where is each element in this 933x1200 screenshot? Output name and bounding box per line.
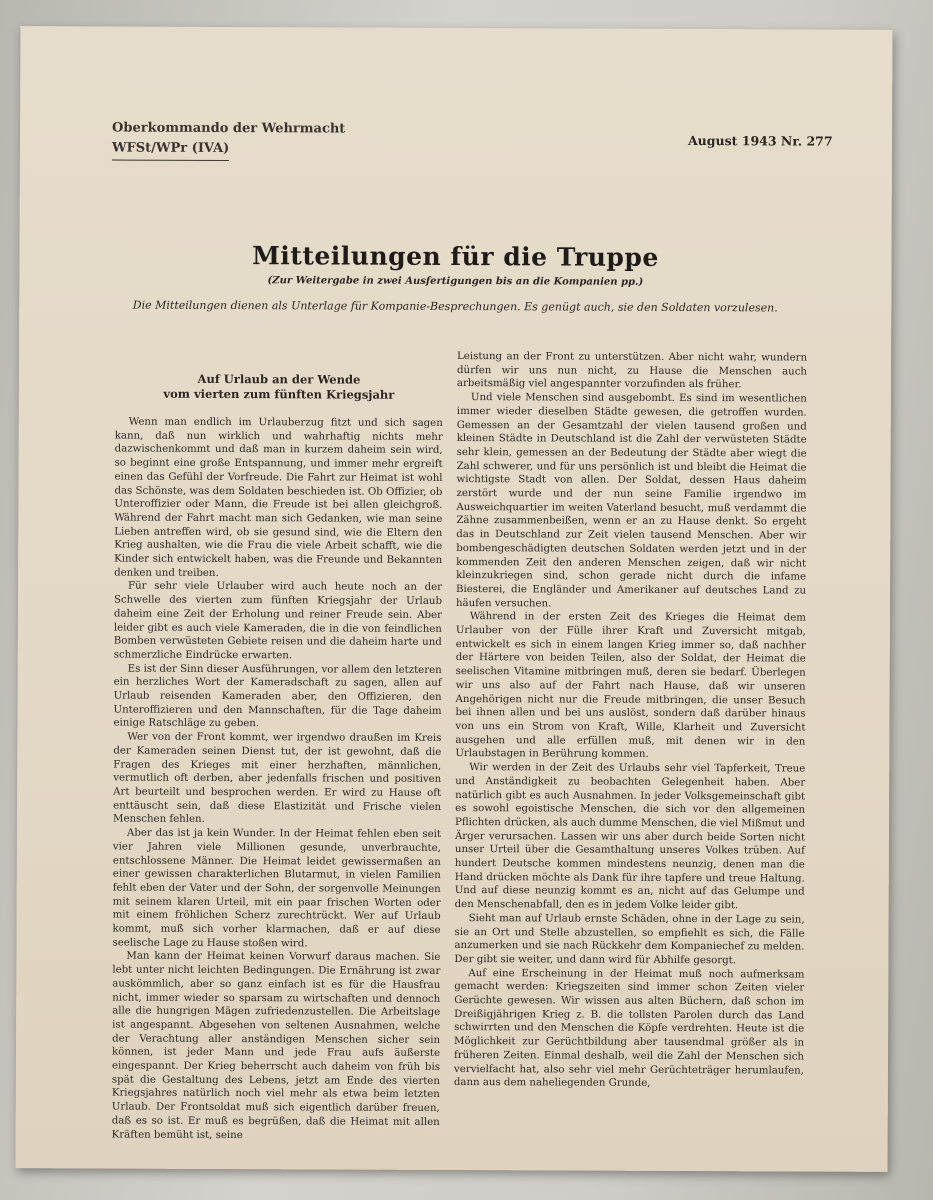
usage-note: Die Mitteilungen dienen als Unterlage für Kompanie-Besprechungen. Es genügt auch, sie den Soldaten vorzulesen. xyxy=(132,298,778,315)
page-subtitle: (Zur Weitergabe in zwei Ausfertigungen bis an die Kompanien pp.) xyxy=(267,275,644,288)
paragraph: Auf eine Erscheinung in der Heimat muß noch aufmerksam gemacht werden: Kriegszeiten sind immer schon Zeiten vieler Gerüchte gewesen. Wir wissen aus alten Büchern, daß schon im Dreißigjährigen Krieg z. B. die tollsten Parolen durch das Land schwirrten und den Menschen die Köpfe verdrehten. Heute ist die Möglichkeit zur Gerüchtbildung aber tausendmal größer als in früheren Zeiten. Einmal deshalb, weil die Zahl der Menschen sich vervielfacht hat, also sehr viel mehr Gerüchteträger herumlaufen, dann aus dem naheliegenden Grunde, xyxy=(453,967,805,1090)
issuing-office xyxy=(112,119,345,162)
org-line-1: Oberkommando der Wehrmacht xyxy=(112,120,346,137)
paragraph: Aber das ist ja kein Wunder. In der Heimat fehlen eben seit vier Jahren viele Millionen gesunde, unverbrauchte, entschlossene Männer. Die Heimat leidet gewissermaßen an einer gewissen charakterlichen Blutarmut, in vielen Familien fehlt eben der Vater und der Sohn, der sorgenvolle Meinungen mit seinem klaren Urteil, mit ein paar frischen Worten oder mit einem fröhlichen Scherz zurechtrückt. Wer auf Urlaub kommt, muß sich vorher klarmachen, daß er auf diese seelische Lage zu Hause stoßen wird. xyxy=(112,827,441,950)
paragraph: Wenn man endlich im Urlauberzug fitzt und sich sagen kann, daß nun wirklich und wahrhaftig nichts mehr dazwischenkommt und daß man in kurzem daheim sein wird, so beginnt eine große Entspannung, und immer mehr ergreift einen das Gefühl der Vorfreude. Die Fahrt zur Heimat ist wohl das Schönste, was dem Soldaten beschieden ist. Ob Offizier, ob Unteroffizier oder Mann, die Freude ist bei allen gleichgroß. Während der Fahrt macht man sich Gedanken, wie man seine Lieben antreffen wird, ob sie gesund sind, wie die Eltern den Krieg aushalten, wie die Frau die viele Arbeit schafft, wie die Kinder sich entwickelt haben, was die Freunde und Bekannten denken und treiben. xyxy=(114,416,443,579)
document-page xyxy=(16,26,893,1172)
page-title: Mitteilungen für die Truppe xyxy=(252,241,659,272)
paragraph: Für sehr viele Urlauber wird auch heute noch an der Schwelle des vierten zum fünften Kriegsjahr der Urlaub daheim eine Zeit der Erholung und reiner Freude sein. Aber leider gibt es auch viele Kameraden, die in die von feindlichen Bomben verwüsteten Gebiete reisen und die daheim harte und schmerzliche Eindrücke erwarten. xyxy=(113,581,443,662)
org-line-2: WFSt/WPr (IVA) xyxy=(112,139,229,162)
paragraph: Und viele Menschen sind ausgebombt. Es sind im wesentlichen immer wieder dieselben Städte gewesen, die getroffen wurden. Gemessen an der Gesamtzahl der vielen tausend großen und kleinen Städte in Deutschland ist die Zahl der verwüsteten Städte sehr klein, gemessen an der Bedeutung der Städte aber wiegt die Zahl schwerer, und für uns persönlich ist und bleibt die Heimat die wichtigste Stadt von allen. Der Soldat, dessen Haus daheim zerstört wurde und der nun seine Familie irgendwo im Ausweichquartier im weiten Vaterland besucht, muß verdammt die Zähne zusammenbeißen, wenn er an zu Hause denkt. So ergeht das in Deutschland zur Zeit vielen tausend Menschen. Aber wir bombengeschädigten deutschen Soldaten werden jetzt und in der kommenden Zeit den anderen Menschen zeigen, daß wir nicht kleinzukriegen sind, schon gerade nicht durch die infame Biesterei, die Engländer und Amerikaner auf deutsches Land zu häufen versuchen. xyxy=(455,392,807,610)
paragraph: Wer von der Front kommt, wer irgendwo draußen im Kreis der Kameraden seinen Dienst tut, der ist gewohnt, daß die Fragen des Krieges mit einer herzhaften, männlichen, vermutlich oft derben, aber jedenfalls frischen und positiven Art beurteilt und besprochen werden. Er wird zu Hause oft enttäuscht sein, daß diese Elastizität und Frische vielen Menschen fehlen. xyxy=(113,731,442,826)
paragraph: Man kann der Heimat keinen Vorwurf daraus machen. Sie lebt unter nicht leichten Bedingungen. Die Ernährung ist zwar auskömmlich, aber so ganz einfach ist es für die Hausfrau nicht, immer wieder so sparsam zu wirtschaften und dennoch alle die hungrigen Mägen zufriedenzustellen. Die Arbeitslage ist angespannt. Abgesehen von seltenen Ausnahmen, welche der Verachtung aller anständigen Menschen sicher sein können, ist jeder Mann und jede Frau aufs äußerste eingespannt. Der Krieg beherrscht auch daheim von früh bis spät die Gestaltung des Lebens, jetzt am Ende des vierten Kriegsjahres natürlich noch viel mehr als etwa beim letzten Urlaub. Der Frontsoldat muß sich eigentlich darüber freuen, daß es so ist. Er muß es begrüßen, daß die Heimat mit allen Kräften bemüht ist, seine xyxy=(111,950,441,1141)
paragraph: Es ist der Sinn dieser Ausführungen, vor allem den letzteren ein herzliches Wort der Kameradschaft zu sagen, allen auf Urlaub reisenden Kameraden aber, den Offizieren, den Unteroffizieren und den Mannschaften, für die Tage daheim einige Ratschläge zu geben. xyxy=(113,663,442,730)
paragraph: Wir werden in der Zeit des Urlaubs sehr viel Tapferkeit, Treue und Anständigkeit zu beobachten Gelegenheit haben. Aber natürlich gibt es auch Ausnahmen. In jeder Volksgemeinschaft gibt es sowohl egoistische Menschen, die sich vor den allgemeinen Pflichten drücken, als auch dumme Menschen, die viel Mißmut und Ärger verursachen. Lassen wir uns aber durch beide Sorten nicht unser Urteil über die Gesamthaltung unseres Volkes trüben. Auf hundert Deutsche kommen mindestens neunzig, denen man die Hand drücken möchte als Dank für ihre tapfere und treue Haltung. Und auf diese neunzig kommt es an, nicht auf das Gelumpe und den Menschenabfall, den es in jedem Volke leider gibt. xyxy=(454,762,806,912)
issue-date: August 1943 Nr. 277 xyxy=(687,133,833,149)
paragraph: Sieht man auf Urlaub ernste Schäden, ohne in der Lage zu sein, sie an Ort und Stelle abzustellen, so empfiehlt es sich, die Fälle anzumerken und sie nach Rückkehr dem Kompaniechef zu melden. Der gibt sie weiter, und dann wird für Abhilfe gesorgt. xyxy=(454,912,805,967)
article-heading-line-1: Auf Urlaub an der Wende xyxy=(197,371,361,387)
paragraph: Während in der ersten Zeit des Krieges die Heimat dem Urlauber von der Fülle ihrer Kraft und Zuversicht mitgab, entwickelt es sich in einem langen Krieg immer so, daß nachher der Härtere von beiden Teilen, also der Soldat, der Heimat die seelischen Vitamine mitbringen muß, deren sie bedarf. Überlegen wir uns also auf der Fahrt nach Hause, daß wir unseren Angehörigen nicht nur die Freude mitbringen, die unser Besuch bei ihnen allen und bei uns auslöst, sondern daß darüber hinaus von uns ein Strom von Kraft, Wille, Klarheit und Zuversicht ausgehen und alle erfüllen muß, mit denen wir in den Urlaubstagen in Berührung kommen. xyxy=(455,611,806,761)
article-heading-line-2: vom vierten zum fünften Kriegsjahr xyxy=(163,386,395,402)
article-heading xyxy=(115,372,443,403)
paragraph: Leistung an der Front zu unterstützen. Aber nicht wahr, wundern dürfen wir uns nun nicht, zu Hause die Menschen auch arbeitsmäßig viel angespannter vorzufinden als früher. xyxy=(456,351,808,391)
left-column xyxy=(112,372,443,1144)
right-column xyxy=(454,350,807,1091)
